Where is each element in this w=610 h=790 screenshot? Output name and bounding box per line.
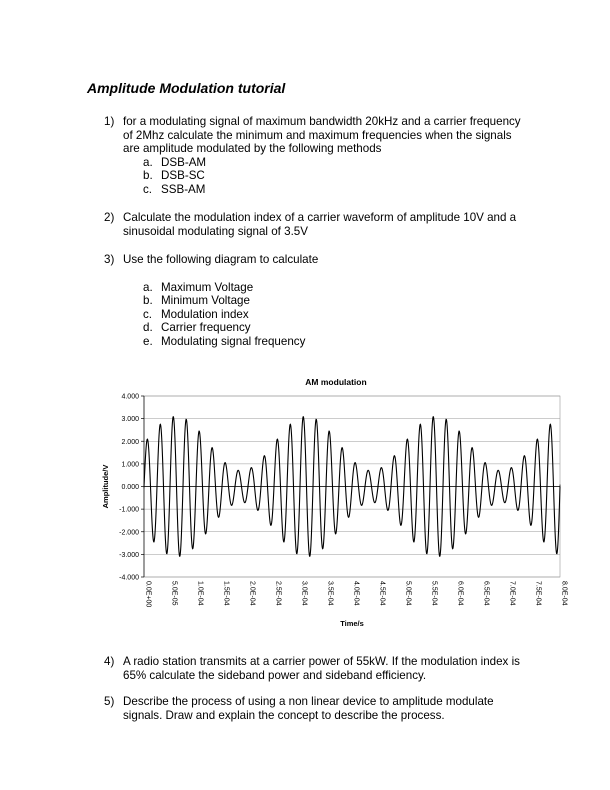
- list-item: [143, 335, 524, 349]
- y-tick-label: 4.000: [121, 393, 139, 401]
- list-text: Modulating signal frequency: [161, 334, 306, 348]
- x-tick-label: 6.0E-04: [456, 581, 464, 606]
- y-tick-label: -4.000: [119, 574, 139, 582]
- chart-title: AM modulation: [305, 377, 367, 387]
- x-tick-label: 1.0E-04: [196, 581, 204, 606]
- question-5: [104, 695, 524, 722]
- list-letter: e.: [143, 334, 153, 348]
- question-text: Use the following diagram to calculate: [123, 253, 319, 266]
- am-modulation-chart: [96, 372, 576, 637]
- list-text: SSB-AM: [161, 182, 206, 196]
- question-3: [104, 253, 524, 349]
- x-tick-label: 1.5E-04: [222, 581, 230, 606]
- question-number: 1): [104, 115, 115, 128]
- sub-list: [143, 156, 524, 197]
- x-tick-label: 2.0E-04: [248, 581, 256, 606]
- x-tick-label: 3.5E-04: [326, 581, 334, 606]
- x-tick-label: 4.5E-04: [378, 581, 386, 606]
- list-letter: a.: [143, 280, 153, 294]
- x-tick-label: 7.5E-04: [534, 581, 542, 606]
- x-axis-ticks: [144, 485, 568, 608]
- list-letter: b.: [143, 169, 153, 183]
- list-item: [143, 308, 524, 322]
- x-tick-label: 3.0E-04: [300, 581, 308, 606]
- y-tick-label: 0.000: [121, 484, 139, 491]
- sub-list: [143, 281, 524, 349]
- question-2: [104, 211, 524, 238]
- list-item: [143, 294, 524, 308]
- x-tick-label: 2.5E-04: [274, 581, 282, 606]
- y-tick-label: 1.000: [121, 461, 139, 469]
- list-text: Minimum Voltage: [161, 294, 250, 308]
- list-item: [143, 169, 524, 183]
- x-tick-label: 4.0E-04: [352, 581, 360, 606]
- list-item: [143, 156, 524, 170]
- list-letter: a.: [143, 155, 153, 169]
- list-item: [143, 183, 524, 197]
- list-letter: b.: [143, 294, 153, 308]
- x-tick-label: 7.0E-04: [508, 581, 516, 606]
- question-text: Describe the process of using a non linear device to amplitude modulate signals. Draw and explain the concept to describe the process.: [123, 695, 494, 722]
- list-text: Modulation index: [161, 307, 249, 321]
- question-4: [104, 655, 524, 682]
- question-text: Calculate the modulation index of a carrier waveform of amplitude 10V and a sinusoidal modulating signal of 3.5V: [123, 211, 517, 238]
- y-axis-ticks: [119, 394, 144, 582]
- question-number: 3): [104, 253, 115, 266]
- question-text: for a modulating signal of maximum bandwidth 20kHz and a carrier frequency of 2Mhz calculate the minimum and maximum frequencies when the signals are amplitude modulated by the following methods: [123, 115, 521, 156]
- list-text: Maximum Voltage: [161, 280, 254, 294]
- list-item: [143, 321, 524, 335]
- question-number: 5): [104, 695, 115, 708]
- list-letter: d.: [143, 321, 153, 335]
- list-text: Carrier frequency: [161, 321, 251, 335]
- list-letter: c.: [143, 182, 153, 196]
- y-tick-label: -1.000: [119, 506, 139, 514]
- x-tick-label: 5.0E-04: [404, 581, 412, 606]
- list-text: DSB-AM: [161, 155, 207, 169]
- y-tick-label: -2.000: [119, 529, 139, 537]
- list-letter: c.: [143, 307, 153, 321]
- y-tick-label: -3.000: [119, 551, 139, 559]
- y-axis-label: Amplitude/V: [101, 464, 110, 509]
- x-tick-label: 5.5E-04: [430, 581, 438, 606]
- list-text: DSB-SC: [161, 169, 205, 183]
- question-number: 4): [104, 655, 115, 668]
- x-tick-label: 0.0E+00: [144, 581, 152, 608]
- x-tick-label: 5.0E-05: [170, 581, 178, 606]
- x-tick-label: 8.0E-04: [560, 581, 568, 606]
- question-1: [104, 115, 524, 197]
- page-title: Amplitude Modulation tutorial: [87, 80, 286, 96]
- x-tick-label: 6.5E-04: [482, 581, 490, 606]
- y-tick-label: 3.000: [121, 416, 139, 424]
- question-text: A radio station transmits at a carrier power of 55kW. If the modulation index is 65% calculate the sideband power and sideband efficiency.: [123, 655, 520, 682]
- y-tick-label: 2.000: [121, 438, 139, 446]
- list-item: [143, 281, 524, 295]
- question-number: 2): [104, 211, 115, 224]
- x-axis-label: Time/s: [340, 619, 364, 628]
